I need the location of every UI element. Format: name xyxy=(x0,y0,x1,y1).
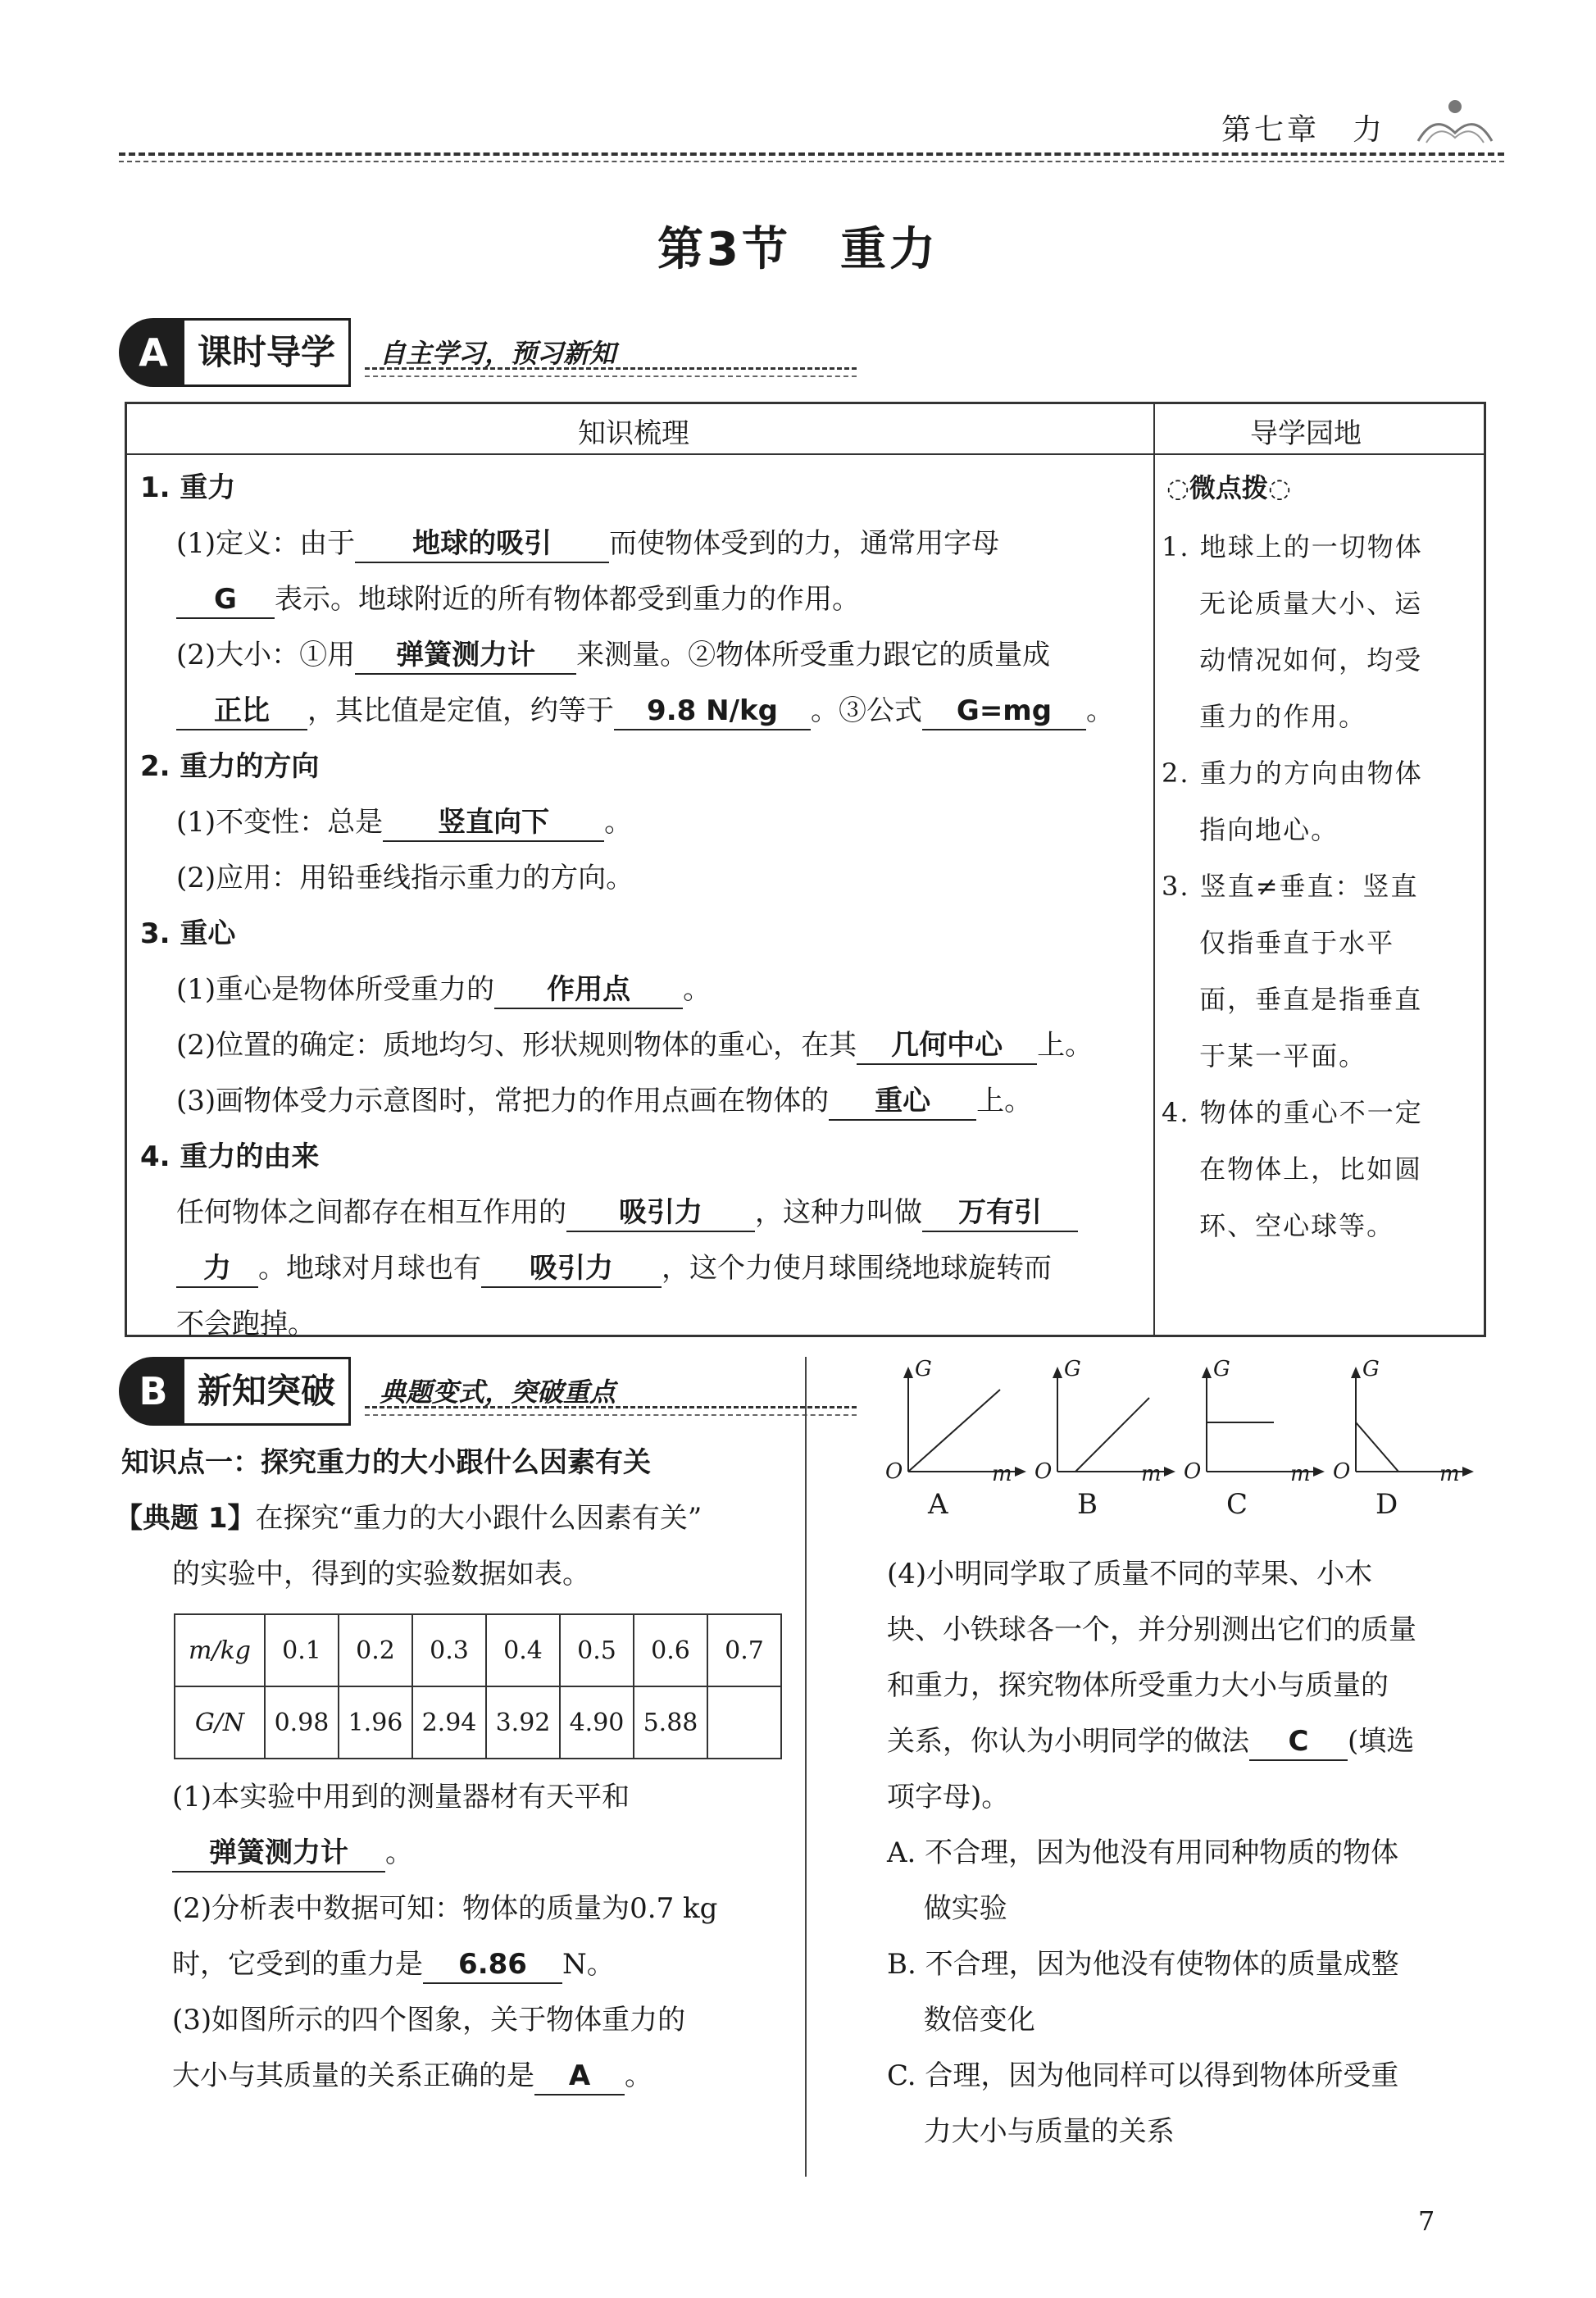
table-cell: 0.7 xyxy=(707,1614,781,1686)
answer-blank: 吸引力 xyxy=(481,1250,662,1288)
section-badge: B xyxy=(119,1357,188,1426)
graph-line xyxy=(908,1390,1000,1472)
knowledge-heading xyxy=(140,1139,319,1175)
text-segment: 不会跑掉。 xyxy=(176,1308,316,1340)
text-segment: 上。 xyxy=(976,1085,1033,1117)
text-segment: (2)大小：①用 xyxy=(176,639,356,671)
knowledge-heading xyxy=(140,916,235,952)
table-cell: 5.88 xyxy=(634,1686,707,1759)
answer-blank: A xyxy=(534,2058,625,2096)
knowledge-line xyxy=(176,1083,1032,1121)
knowledge-line xyxy=(176,526,999,563)
section-title: 新知突破 xyxy=(184,1357,351,1426)
tip-line: 面，垂直是指垂直 xyxy=(1162,984,1423,1015)
graph-option-label: A xyxy=(928,1488,948,1521)
knowledge-line xyxy=(176,1195,1078,1232)
table-cell: 1.96 xyxy=(339,1686,412,1759)
graph-option-c xyxy=(1184,1357,1331,1529)
answer-blank: 9.8 N/kg xyxy=(614,693,811,730)
question-4-line: 块、小铁球各一个，并分别测出它们的质量 xyxy=(887,1613,1416,1646)
origin-label: O xyxy=(1034,1459,1053,1484)
example-intro-2: 的实验中，得到的实验数据如表。 xyxy=(172,1558,590,1590)
text-segment: (1)不变性：总是 xyxy=(176,806,384,839)
origin-label: O xyxy=(1333,1459,1351,1484)
column-header-knowledge: 知识梳理 xyxy=(578,417,689,450)
table-cell xyxy=(707,1686,781,1759)
text-segment: (1)定义：由于 xyxy=(176,527,356,560)
text-segment: 4. 重力的由来 xyxy=(140,1140,320,1173)
x-axis-label: m xyxy=(992,1462,1012,1486)
section-a-banner xyxy=(119,318,742,387)
tip-bullet-icon: ◌ xyxy=(1166,472,1189,503)
knowledge-heading xyxy=(140,749,319,785)
question-1: (1)本实验中用到的测量器材有天平和 xyxy=(172,1781,630,1813)
y-axis-label: G xyxy=(915,1357,932,1381)
example-label: 【典题 1】 xyxy=(115,1502,256,1535)
text-segment: ，这个力使月球围绕地球旋转而 xyxy=(662,1252,1052,1285)
header-divider xyxy=(127,453,1484,455)
graph-option-label: D xyxy=(1375,1488,1398,1521)
x-axis-arrow-icon xyxy=(1462,1467,1474,1477)
option-line: B. 不合理，因为他没有使物体的质量成整 xyxy=(887,1948,1399,1981)
knowledge-line xyxy=(176,637,1050,675)
tip-bullet-icon: ◌ xyxy=(1267,472,1291,503)
data-table xyxy=(174,1613,782,1759)
table-cell: 0.5 xyxy=(560,1614,634,1686)
text-segment: 而使物体受到的力，通常用字母 xyxy=(609,527,1000,560)
table-cell: 2.94 xyxy=(412,1686,486,1759)
table-cell: 0.1 xyxy=(265,1614,339,1686)
tip-line: 仅指垂直于水平 xyxy=(1162,927,1395,958)
tip-line: 重力的作用。 xyxy=(1162,701,1367,732)
text-segment: 1. 重力 xyxy=(140,471,236,504)
text-segment: 。 xyxy=(1086,694,1114,727)
table-cell: 0.98 xyxy=(265,1686,339,1759)
text-segment: 。 xyxy=(604,806,633,839)
table-row xyxy=(175,1686,781,1759)
tip-line: 4. 物体的重心不一定 xyxy=(1162,1097,1423,1128)
table-cell: 4.90 xyxy=(560,1686,634,1759)
y-axis-label: G xyxy=(1064,1357,1081,1381)
answer-blank: 弹簧测力计 xyxy=(172,1835,385,1873)
answer-blank: 正比 xyxy=(176,693,307,730)
x-axis-arrow-icon xyxy=(1313,1467,1325,1477)
text-segment: ，其比值是定值，约等于 xyxy=(307,694,614,727)
origin-label: O xyxy=(1184,1459,1202,1484)
answer-blank: 几何中心 xyxy=(857,1027,1037,1065)
column-divider xyxy=(1153,404,1155,1335)
text-segment: 来测量。②物体所受重力跟它的质量成 xyxy=(576,639,1051,671)
table-cell: 3.92 xyxy=(486,1686,560,1759)
tip-line: 动情况如何，均受 xyxy=(1162,644,1423,676)
knowledge-line xyxy=(176,693,1114,730)
section-subtitle: 自主学习，预习新知 xyxy=(380,338,616,369)
banner-rule xyxy=(365,367,857,370)
tip-line: 3. 竖直≠垂直：竖直 xyxy=(1162,871,1419,902)
graph-options xyxy=(885,1357,1476,1529)
tip-line: 指向地心。 xyxy=(1162,814,1339,845)
question-3: (3)如图所示的四个图象，关于物体重力的 xyxy=(172,2004,686,2036)
answer-blank: C xyxy=(1249,1723,1348,1761)
graph-option-d xyxy=(1333,1357,1480,1529)
y-axis-arrow-icon xyxy=(1053,1367,1062,1378)
text-segment: (2)应用：用铅垂线指示重力的方向。 xyxy=(176,862,634,894)
graph-line xyxy=(1356,1422,1398,1472)
text-segment: 2. 重力的方向 xyxy=(140,750,320,783)
section-title: 课时导学 xyxy=(184,318,351,387)
banner-rule xyxy=(365,1406,857,1408)
knowledge-heading xyxy=(140,470,235,506)
knowledge-table xyxy=(125,402,1486,1340)
text-segment: 。地球对月球也有 xyxy=(258,1252,481,1285)
graph-line xyxy=(1075,1398,1149,1472)
column-divider xyxy=(805,1357,807,2177)
text-segment: 上。 xyxy=(1037,1029,1094,1062)
text-segment: (1)重心是物体所受重力的 xyxy=(176,973,495,1006)
x-axis-arrow-icon xyxy=(1015,1467,1026,1477)
page-title: 第3节 重力 xyxy=(657,223,939,276)
page-number: 7 xyxy=(1418,2205,1435,2237)
table-row xyxy=(175,1614,781,1686)
chapter-heading: 第七章 力 xyxy=(1221,113,1386,147)
decorative-ornament-icon xyxy=(1410,92,1500,152)
option-line: C. 合理，因为他同样可以得到物体所受重 xyxy=(887,2059,1399,2092)
question-4-line: 和重力，探究物体所受重力大小与质量的 xyxy=(887,1669,1389,1702)
question-4-answer-line: 关系，你认为小明同学的做法 C (填选 xyxy=(887,1723,1414,1761)
graph-option-label: C xyxy=(1226,1488,1248,1521)
section-subtitle: 典题变式，突破重点 xyxy=(380,1377,616,1408)
x-axis-label: m xyxy=(1439,1462,1460,1486)
answer-blank: 弹簧测力计 xyxy=(355,637,576,675)
text-segment: ，这种力叫做 xyxy=(755,1196,922,1229)
row-header: G/N xyxy=(175,1686,265,1759)
y-axis-label: G xyxy=(1362,1357,1380,1381)
table-cell: 0.4 xyxy=(486,1614,560,1686)
banner-rule-thin xyxy=(365,1414,857,1416)
knowledge-line xyxy=(176,1250,1052,1288)
tip-line: 环、空心球等。 xyxy=(1162,1210,1395,1241)
knowledge-line xyxy=(176,1027,1093,1065)
question-4-tail: 项字母)。 xyxy=(887,1781,1010,1813)
text-segment: 3. 重心 xyxy=(140,917,236,950)
option-line: 数倍变化 xyxy=(887,2004,1035,2036)
answer-blank: 万有引 xyxy=(922,1195,1078,1232)
header-rule xyxy=(119,152,1504,156)
answer-blank: 吸引力 xyxy=(566,1195,755,1232)
table-cell: 0.2 xyxy=(339,1614,412,1686)
text-segment: 表示。地球附近的所有物体都受到重力的作用。 xyxy=(275,583,860,616)
column-header-guide: 导学园地 xyxy=(1250,417,1362,450)
question-1-answer-line: 弹簧测力计 。 xyxy=(172,1835,413,1873)
question-3-answer-line: 大小与其质量的关系正确的是 A 。 xyxy=(172,2058,652,2096)
section-b-banner xyxy=(119,1357,742,1426)
graph-option-a xyxy=(885,1357,1033,1529)
knowledge-line xyxy=(176,581,860,619)
x-axis-label: m xyxy=(1290,1462,1311,1486)
tip-line: 1. 地球上的一切物体 xyxy=(1162,531,1423,562)
option-line: 做实验 xyxy=(887,1892,1007,1925)
tip-line: 在物体上，比如圆 xyxy=(1162,1154,1423,1185)
knowledge-line xyxy=(176,972,711,1009)
section-badge: A xyxy=(119,318,188,387)
answer-blank: 重心 xyxy=(829,1083,976,1121)
text-segment: 。③公式 xyxy=(811,694,922,727)
banner-rule-thin xyxy=(365,375,857,377)
answer-blank: 地球的吸引 xyxy=(355,526,609,563)
answer-blank: 6.86 xyxy=(423,1946,562,1984)
answer-blank: 竖直向下 xyxy=(383,804,604,842)
y-axis-label: G xyxy=(1213,1357,1230,1381)
option-line: 力大小与质量的关系 xyxy=(887,2115,1175,2148)
y-axis-arrow-icon xyxy=(903,1367,913,1378)
header-rule-thin xyxy=(119,161,1504,162)
text-segment: 。 xyxy=(683,973,712,1006)
example-intro: 【典题 1】在探究“重力的大小跟什么因素有关” xyxy=(115,1502,703,1535)
answer-blank: G=mg xyxy=(922,693,1086,730)
knowledge-line xyxy=(176,860,634,896)
knowledge-line xyxy=(176,1306,316,1342)
tip-line: 无论质量大小、运 xyxy=(1162,588,1423,619)
option-line: A. 不合理，因为他没有用同种物质的物体 xyxy=(887,1836,1399,1869)
graph-option-label: B xyxy=(1077,1488,1098,1521)
graph-option-b xyxy=(1034,1357,1182,1529)
x-axis-arrow-icon xyxy=(1164,1467,1175,1477)
knowledge-line xyxy=(176,804,632,842)
text-segment: 任何物体之间都存在相互作用的 xyxy=(176,1196,566,1229)
question-4-line: (4)小明同学取了质量不同的苹果、小木 xyxy=(887,1558,1373,1590)
question-2: (2)分析表中数据可知：物体的质量为0.7 kg xyxy=(172,1892,718,1925)
y-axis-arrow-icon xyxy=(1351,1367,1361,1378)
tip-line: 2. 重力的方向由物体 xyxy=(1162,758,1423,789)
row-header: m/kg xyxy=(175,1614,265,1686)
answer-blank: 力 xyxy=(176,1250,258,1288)
y-axis-arrow-icon xyxy=(1202,1367,1212,1378)
text-segment: (2)位置的确定：质地均匀、形状规则物体的重心，在其 xyxy=(176,1029,857,1062)
table-cell: 0.3 xyxy=(412,1614,486,1686)
answer-blank: G xyxy=(176,581,275,619)
x-axis-label: m xyxy=(1141,1462,1162,1486)
knowledge-point-heading: 知识点一：探究重力的大小跟什么因素有关 xyxy=(121,1446,651,1479)
answer-blank: 作用点 xyxy=(494,972,683,1009)
question-2-answer-line: 时，它受到的重力是 6.86 N。 xyxy=(172,1946,615,1984)
table-cell: 0.6 xyxy=(634,1614,707,1686)
tip-line: 于某一平面。 xyxy=(1162,1040,1367,1072)
origin-label: O xyxy=(885,1459,903,1484)
text-segment: (3)画物体受力示意图时，常把力的作用点画在物体的 xyxy=(176,1085,830,1117)
tip-title: ◌微点拨◌ xyxy=(1166,472,1291,503)
